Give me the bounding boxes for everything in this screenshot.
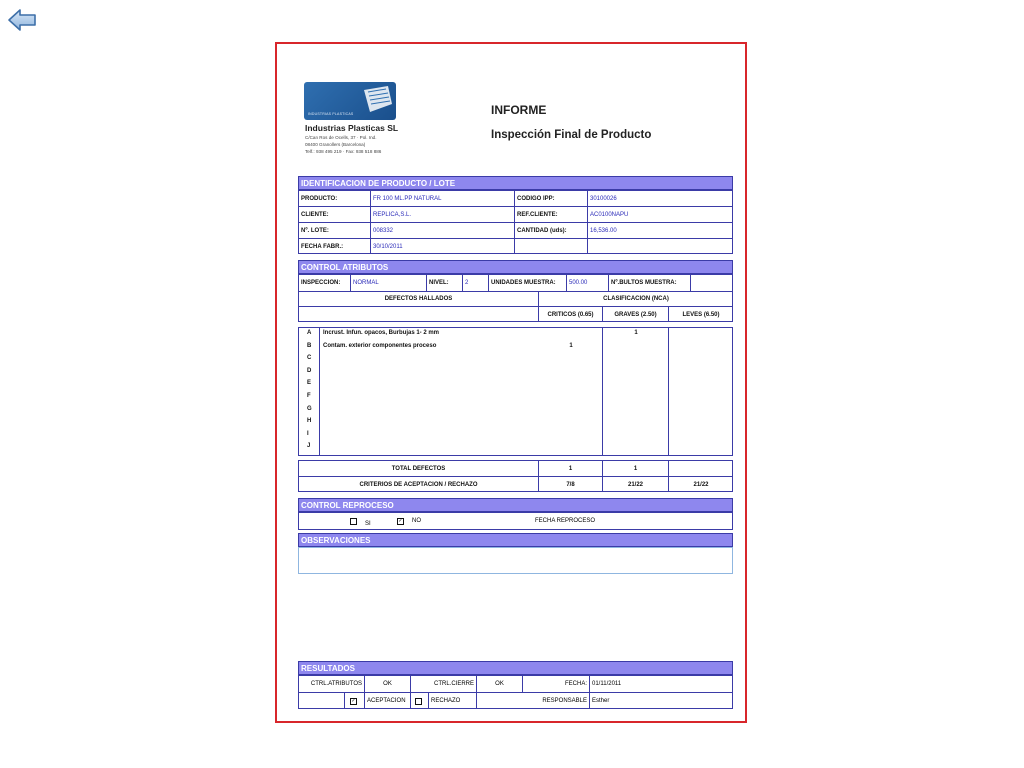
total-leves bbox=[669, 461, 733, 477]
section-resultados: RESULTADOS bbox=[298, 661, 733, 675]
checkbox-si[interactable] bbox=[350, 518, 357, 525]
label-ctrl-cierre: CTRL.CIERRE bbox=[429, 676, 477, 693]
reproceso-row bbox=[298, 512, 733, 530]
value-ctrl-cierre: OK bbox=[477, 676, 523, 693]
defect-code: F bbox=[307, 393, 311, 399]
arrow-left-icon bbox=[6, 6, 38, 34]
label-unidades: UNIDADES MUESTRA: bbox=[489, 275, 567, 292]
atributos-header-table bbox=[298, 274, 733, 322]
label-codigo: CODIGO IPP: bbox=[515, 191, 588, 207]
label-aceptacion: ACEPTACION bbox=[365, 693, 411, 709]
section-identificacion: IDENTIFICACION DE PRODUCTO / LOTE bbox=[298, 176, 733, 190]
address-line-3: Telf.: 938 495 219 · Fax: 938 518 886 bbox=[305, 149, 382, 154]
value-ctrl-atributos: OK bbox=[365, 676, 411, 693]
checkbox-aceptacion[interactable]: ✓ bbox=[351, 697, 356, 704]
defect-code: B bbox=[307, 342, 312, 349]
reproceso-no[interactable] bbox=[397, 518, 421, 525]
section-control-reproceso: CONTROL REPROCESO bbox=[298, 498, 733, 512]
label-criterios: CRITERIOS DE ACEPTACION / RECHAZO bbox=[299, 477, 539, 492]
label-cantidad: CANTIDAD (uds): bbox=[515, 223, 588, 239]
document-subtitle: Inspección Final de Producto bbox=[491, 129, 652, 141]
section-observaciones: OBSERVACIONES bbox=[298, 533, 733, 547]
value-fecha-fabr: 30/10/2011 bbox=[371, 239, 515, 254]
defect-criticos: 1 bbox=[569, 342, 573, 349]
defect-code: A bbox=[307, 330, 312, 336]
value-unidades: 500.00 bbox=[567, 275, 609, 292]
total-criticos: 1 bbox=[539, 461, 603, 477]
label-ref-cliente: REF.CLIENTE: bbox=[515, 207, 588, 223]
defect-description: Incrust. Infun. opacos, Burbujas 1- 2 mm bbox=[323, 330, 440, 336]
identificacion-table bbox=[298, 190, 733, 254]
label-empty bbox=[515, 239, 588, 254]
label-rechazo: RECHAZO bbox=[429, 693, 477, 709]
label-nivel: NIVEL: bbox=[427, 275, 463, 292]
defects-grav-col bbox=[603, 328, 669, 455]
defects-table bbox=[298, 327, 733, 456]
defectos-blank-cell bbox=[299, 307, 539, 322]
defect-code: E bbox=[307, 380, 312, 387]
label-fecha: FECHA: bbox=[523, 676, 590, 693]
defect-description: Contam. exterior componentes proceso bbox=[323, 342, 437, 349]
value-bultos bbox=[691, 275, 733, 292]
value-cantidad: 16,536.00 bbox=[588, 223, 733, 239]
label-total-defectos: TOTAL DEFECTOS bbox=[299, 461, 539, 477]
rechazo-cell[interactable] bbox=[411, 693, 429, 709]
value-producto: FR 100 ML.PP NATURAL bbox=[371, 191, 515, 207]
document-title: INFORME bbox=[491, 103, 547, 117]
label-si: SI bbox=[365, 521, 371, 527]
label-producto: PRODUCTO: bbox=[299, 191, 371, 207]
section-control-atributos: CONTROL ATRIBUTOS bbox=[298, 260, 733, 274]
checkbox-rechazo[interactable] bbox=[415, 698, 422, 705]
aceptacion-cell[interactable] bbox=[345, 693, 365, 709]
defect-graves: 1 bbox=[634, 330, 638, 336]
reproceso-si[interactable] bbox=[350, 518, 371, 527]
label-fecha-fabr: FECHA FABR.: bbox=[299, 239, 371, 254]
label-defectos-hallados: DEFECTOS HALLADOS bbox=[299, 292, 539, 307]
observaciones-box bbox=[298, 547, 733, 574]
value-codigo: 30100026 bbox=[588, 191, 733, 207]
label-ctrl-atributos: CTRL.ATRIBUTOS bbox=[299, 676, 365, 693]
totals-table bbox=[298, 460, 733, 492]
company-name: Industrias Plasticas SL bbox=[305, 123, 399, 133]
label-clasificacion: CLASIFICACION (NCA) bbox=[539, 292, 733, 307]
label-bultos: Nº.BULTOS MUESTRA: bbox=[609, 275, 691, 292]
checkbox-no[interactable]: ✓ bbox=[398, 518, 403, 524]
resultados-table bbox=[298, 675, 733, 709]
value-cliente: REPLICA,S.L. bbox=[371, 207, 515, 223]
value-inspeccion: NORMAL bbox=[351, 275, 427, 292]
spacer-2 bbox=[299, 693, 345, 709]
criterio-criticos: 7/8 bbox=[539, 477, 603, 492]
defect-code: G bbox=[307, 405, 312, 412]
label-no: NO bbox=[412, 518, 421, 524]
defect-code: J bbox=[307, 443, 311, 450]
total-graves: 1 bbox=[603, 461, 669, 477]
value-fecha: 01/11/2011 bbox=[590, 676, 733, 693]
criterio-graves: 21/22 bbox=[603, 477, 669, 492]
spacer-1 bbox=[411, 676, 429, 693]
logo-text: INDUSTRIAS PLASTICAS bbox=[308, 112, 354, 116]
label-inspeccion: INSPECCION: bbox=[299, 275, 351, 292]
value-empty bbox=[588, 239, 733, 254]
company-logo bbox=[304, 82, 396, 120]
defect-code: H bbox=[307, 418, 312, 425]
value-ref-cliente: AC0100NAPU bbox=[588, 207, 733, 223]
defect-code: C bbox=[307, 355, 312, 362]
label-lote: Nº. LOTE: bbox=[299, 223, 371, 239]
defect-code: I bbox=[307, 430, 309, 437]
value-lote: 008332 bbox=[371, 223, 515, 239]
label-cliente: CLIENTE: bbox=[299, 207, 371, 223]
value-nivel: 2 bbox=[463, 275, 489, 292]
label-graves: GRAVES (2.50) bbox=[603, 307, 669, 322]
value-responsable: Esther bbox=[592, 698, 610, 704]
criterio-leves: 21/22 bbox=[693, 481, 709, 488]
address-line-1: C/Can Ros de Ocells, 37 · Pol. Ind. bbox=[305, 135, 377, 140]
label-criticos: CRITICOS (0.65) bbox=[539, 307, 603, 322]
label-fecha-reproceso: FECHA REPROCESO bbox=[535, 518, 596, 524]
defect-code: D bbox=[307, 367, 312, 374]
label-responsable: RESPONSABLE bbox=[477, 693, 590, 709]
address-line-2: 08400 Granollers (Barcelona) bbox=[305, 142, 366, 147]
label-leves: LEVES (6.50) bbox=[682, 311, 720, 318]
back-button[interactable] bbox=[6, 6, 38, 34]
